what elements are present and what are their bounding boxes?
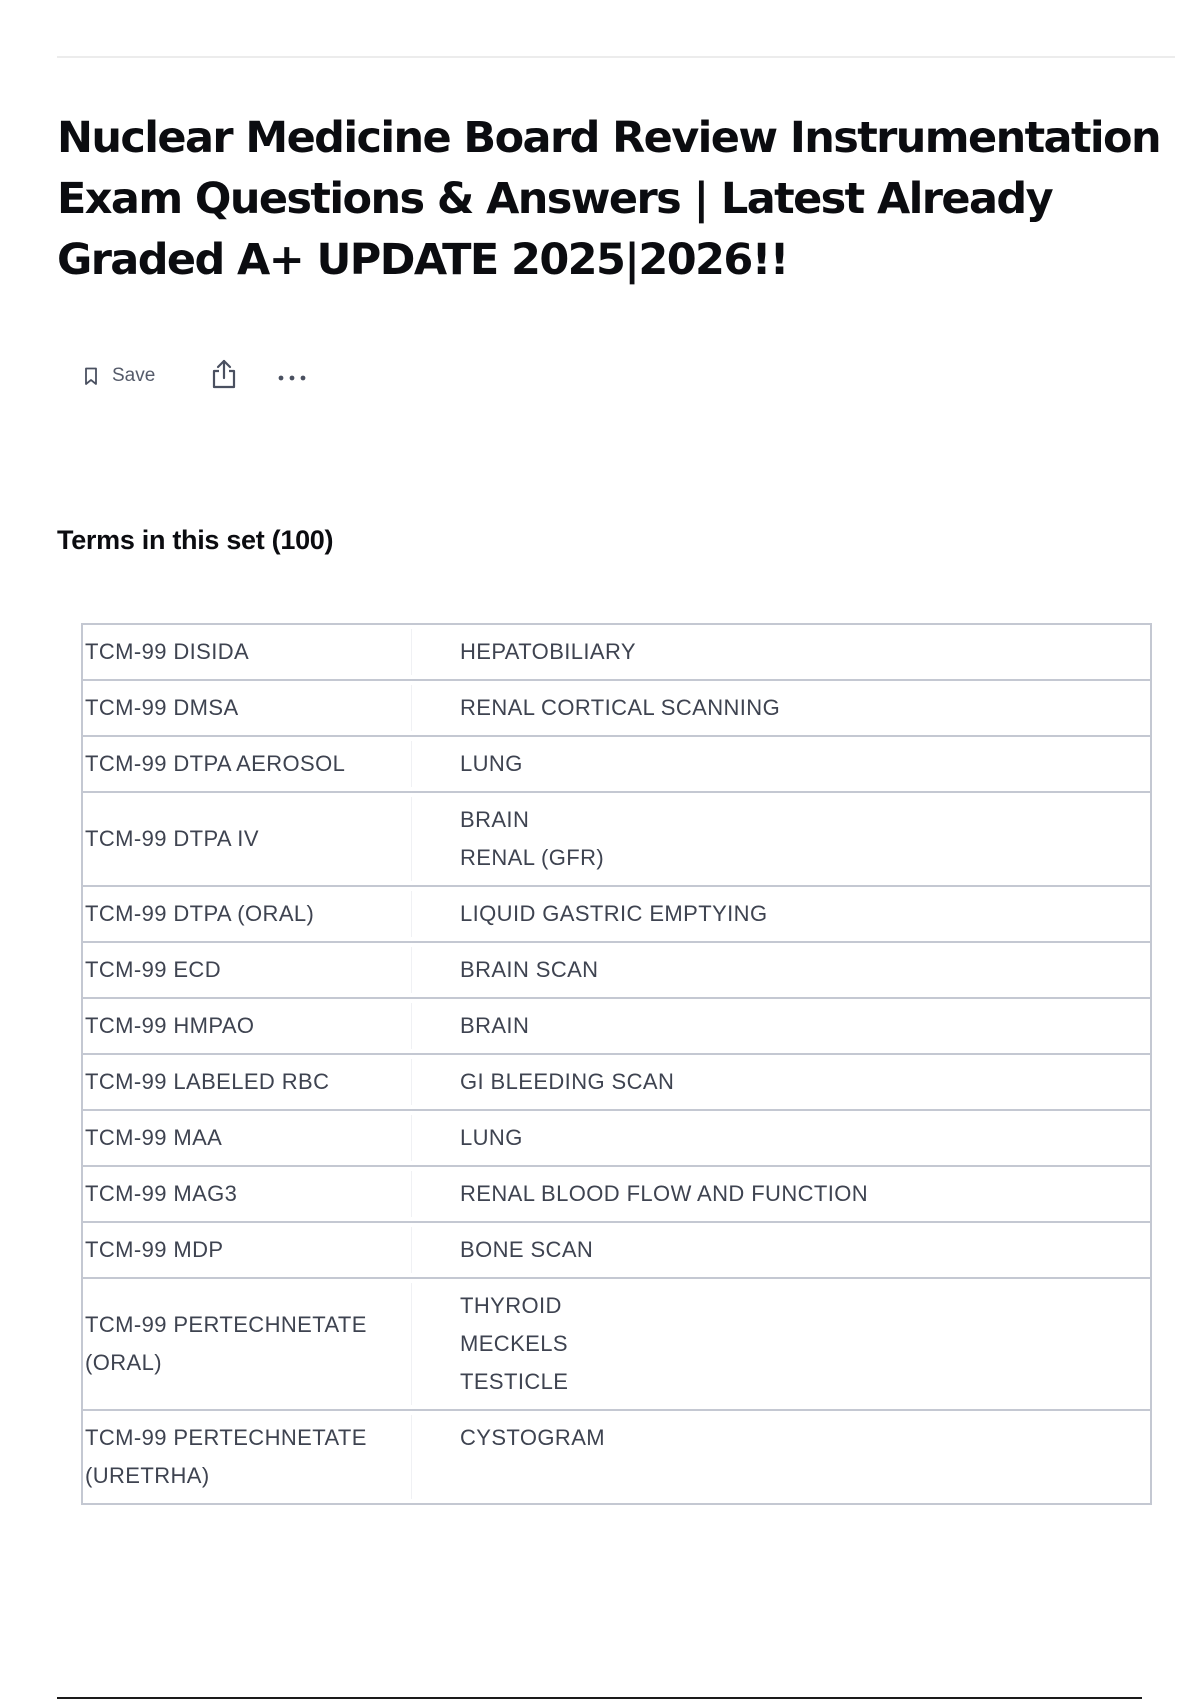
share-icon [211,359,237,393]
term-cell: TCM-99 DISIDA [82,624,411,680]
set-toolbar [84,358,307,394]
share-button[interactable] [211,359,237,393]
bottom-divider [57,1697,1142,1699]
term-row [82,942,1151,998]
term-row [82,736,1151,792]
definition-cell [411,792,1151,886]
term-cell: TCM-99 HMPAO [82,998,411,1054]
term-cell: TCM-99 DTPA IV [82,792,411,886]
term-row [82,792,1151,886]
definition-cell [411,736,1151,792]
bookmark-icon [84,367,98,386]
definition-cell [411,1110,1151,1166]
definition-cell [411,1166,1151,1222]
definition-cell [411,1222,1151,1278]
definition-cell [411,624,1151,680]
definition-line: THYROID [460,1293,562,1318]
term-cell: TCM-99 MAA [82,1110,411,1166]
definition-line: HEPATOBILIARY [460,639,636,664]
definition-line: LUNG [460,1125,523,1150]
term-cell: TCM-99 MAG3 [82,1166,411,1222]
definition-cell [411,998,1151,1054]
terms-heading: Terms in this set (100) [57,525,334,555]
definition-line: BONE SCAN [460,1237,594,1262]
top-divider [57,56,1175,58]
definition-line: MECKELS [460,1331,568,1356]
term-cell: TCM-99 DMSA [82,680,411,736]
definition-line: TESTICLE [460,1369,569,1394]
definition-line: RENAL (GFR) [460,845,605,870]
definition-line: CYSTOGRAM [460,1425,605,1450]
term-row [82,1222,1151,1278]
term-cell: TCM-99 DTPA AEROSOL [82,736,411,792]
terms-table [81,623,1152,1505]
definition-line: RENAL BLOOD FLOW AND FUNCTION [460,1181,869,1206]
definition-cell [411,1410,1151,1504]
more-options-button[interactable] [277,367,307,386]
definition-cell [411,886,1151,942]
definition-cell [411,942,1151,998]
definition-cell [411,680,1151,736]
term-row [82,1166,1151,1222]
definition-line: BRAIN SCAN [460,957,599,982]
term-cell: TCM-99 DTPA (ORAL) [82,886,411,942]
save-label: Save [112,365,156,386]
page-title: Nuclear Medicine Board Review Instrumentation Exam Questions & Answers | Latest Already Graded A+ UPDATE 2025|2026!! [57,113,1161,285]
term-cell: TCM-99 PERTECHNETATE (URETRHA) [82,1410,411,1504]
term-row [82,1110,1151,1166]
term-row [82,998,1151,1054]
term-row [82,624,1151,680]
term-row [82,680,1151,736]
save-button[interactable] [84,365,155,387]
term-row [82,1054,1151,1110]
definition-cell [411,1054,1151,1110]
term-cell: TCM-99 ECD [82,942,411,998]
term-row [82,1278,1151,1410]
term-row [82,886,1151,942]
definition-line: BRAIN [460,807,530,832]
definition-line: LUNG [460,751,523,776]
term-cell: TCM-99 LABELED RBC [82,1054,411,1110]
term-row [82,1410,1151,1504]
definition-cell [411,1278,1151,1410]
term-cell: TCM-99 PERTECHNETATE (ORAL) [82,1278,411,1410]
definition-line: GI BLEEDING SCAN [460,1069,675,1094]
term-cell: TCM-99 MDP [82,1222,411,1278]
more-options-icon [277,367,307,386]
definition-line: LIQUID GASTRIC EMPTYING [460,901,768,926]
definition-line: RENAL CORTICAL SCANNING [460,695,781,720]
definition-line: BRAIN [460,1013,530,1038]
